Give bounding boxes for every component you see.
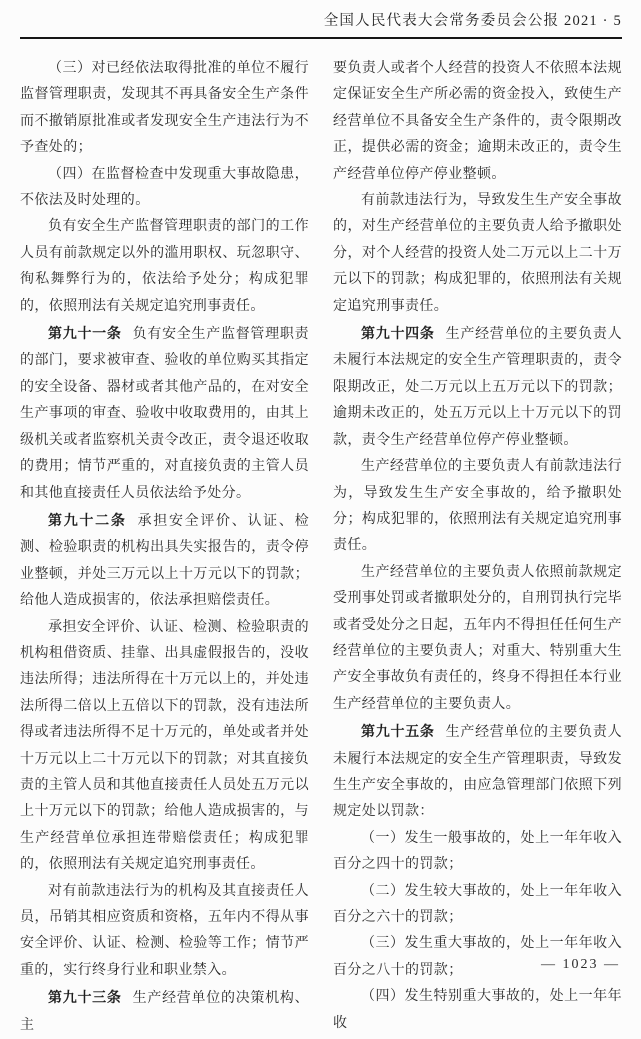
article-number: 第九十三条 (48, 989, 122, 1006)
article-number: 第九十二条 (48, 511, 127, 528)
paragraph: （一）发生一般事故的，处上一年年收入百分之四十的罚款； (333, 830, 622, 873)
gazette-title: 全国人民代表大会常务委员会公报 2021 · 5 (323, 13, 622, 29)
paragraph: 生产经营单位的主要负责人依照前款规定受刑事处罚或者撤职处分的，自刑罚执行完毕或者受处分之日起，五年内不得担任任何生产经营单位的主要负责人；对重大、特别重大生产安全事故负有责任的，终身不得担任本行业生产经营单位的主要负责人。 (333, 564, 622, 712)
article-number: 第九十四条 (361, 325, 435, 342)
paragraph: 对有前款违法行为的机构及其直接责任人员，吊销其相应资质和资格，五年内不得从事安全评价、认证、检测、检验等工作；情节严重的，实行终身行业和职业禁入。 (20, 883, 309, 978)
paragraph: 有前款违法行为，导致发生生产安全事故的，对生产经营单位的主要负责人给予撤职处分，对个人经营的投资人处二万元以上二十万元以下的罚款；构成犯罪的，依照刑法有关规定追究刑事责任。 (333, 193, 622, 314)
paragraph: （三）发生重大事故的，处上一年年收入百分之八十的罚款； (333, 936, 622, 978)
article-number: 第九十五条 (361, 723, 435, 740)
right-column (333, 56, 622, 1031)
article-number: 第九十一条 (48, 325, 122, 342)
article-paragraph: 第九十二条 承担安全评价、认证、检测、检验职责的机构出具失实报告的，责令停业整顿，并处三万元以上十万元以下的罚款；给他人造成损害的，依法承担赔偿责任。 (20, 511, 309, 609)
paragraph: （三）对已经依法取得批准的单位不履行监督管理职责，发现其不再具备安全生产条件而不撤销原批准或者发现安全生产违法行为不予查处的； (20, 61, 309, 156)
page-body (20, 56, 622, 1033)
paragraph: 负有安全生产监督管理职责的部门的工作人员有前款规定以外的滥用职权、玩忽职守、徇私舞弊行为的，依法给予处分；构成犯罪的，依照刑法有关规定追究刑事责任。 (20, 219, 309, 314)
paragraph: （四）发生特别重大事故的，处上一年年收 (333, 989, 622, 1031)
paragraph: （四）在监督检查中发现重大事故隐患，不依法及时处理的。 (20, 166, 309, 209)
article-paragraph: 第九十三条 生产经营单位的决策机构、主 (20, 989, 309, 1033)
page-number: — 1023 — (541, 957, 620, 972)
article-paragraph: 第九十一条 负有安全生产监督管理职责的部门，要求被审查、验收的单位购买其指定的安全设备、器材或者其他产品的，在对安全生产事项的审查、验收中收取费用的，由其上级机关或者监察机关责令改正，责令退还收取的费用；情节严重的，对直接负责的主管人员和其他直接责任人员依法给予处分。 (20, 325, 309, 501)
header-rule (20, 37, 622, 39)
article-paragraph: 第九十四条 生产经营单位的主要负责人未履行本法规定的安全生产管理职责的，责令限期改正，处二万元以上五万元以下的罚款；逾期未改正的，处五万元以上十万元以下的罚款，责令生产经营单位停产停业整顿。 (333, 325, 622, 448)
left-column (20, 56, 309, 1033)
paragraph: 要负责人或者个人经营的投资人不依照本法规定保证安全生产所必需的资金投入，致使生产经营单位不具备安全生产条件的，责令限期改正，提供必需的资金；逾期未改正的，责令生产经营单位停产停业整顿。 (333, 61, 622, 182)
page-header (20, 0, 622, 30)
paragraph: （二）发生较大事故的，处上一年年收入百分之六十的罚款； (333, 883, 622, 925)
paragraph: 承担安全评价、认证、检测、检验职责的机构租借资质、挂靠、出具虚假报告的，没收违法所得；违法所得在十万元以上的，并处违法所得二倍以上五倍以下的罚款，没有违法所得或者违法所得不足十万元的，单处或者并处十万元以上二十万元以下的罚款；对其直接负责的主管人员和其他直接责任人员处五万元以上十万元以下的罚款；给他人造成损害的，与生产经营单位承担连带赔偿责任；构成犯罪的，依照刑法有关规定追究刑事责任。 (20, 619, 309, 873)
paragraph: 生产经营单位的主要负责人有前款违法行为，导致发生生产安全事故的，给予撤职处分；构成犯罪的，依照刑法有关规定追究刑事责任。 (333, 459, 622, 554)
article-paragraph: 第九十五条 生产经营单位的主要负责人未履行本法规定的安全生产管理职责，导致发生生产安全事故的，由应急管理部门依照下列规定处以罚款： (333, 723, 622, 820)
